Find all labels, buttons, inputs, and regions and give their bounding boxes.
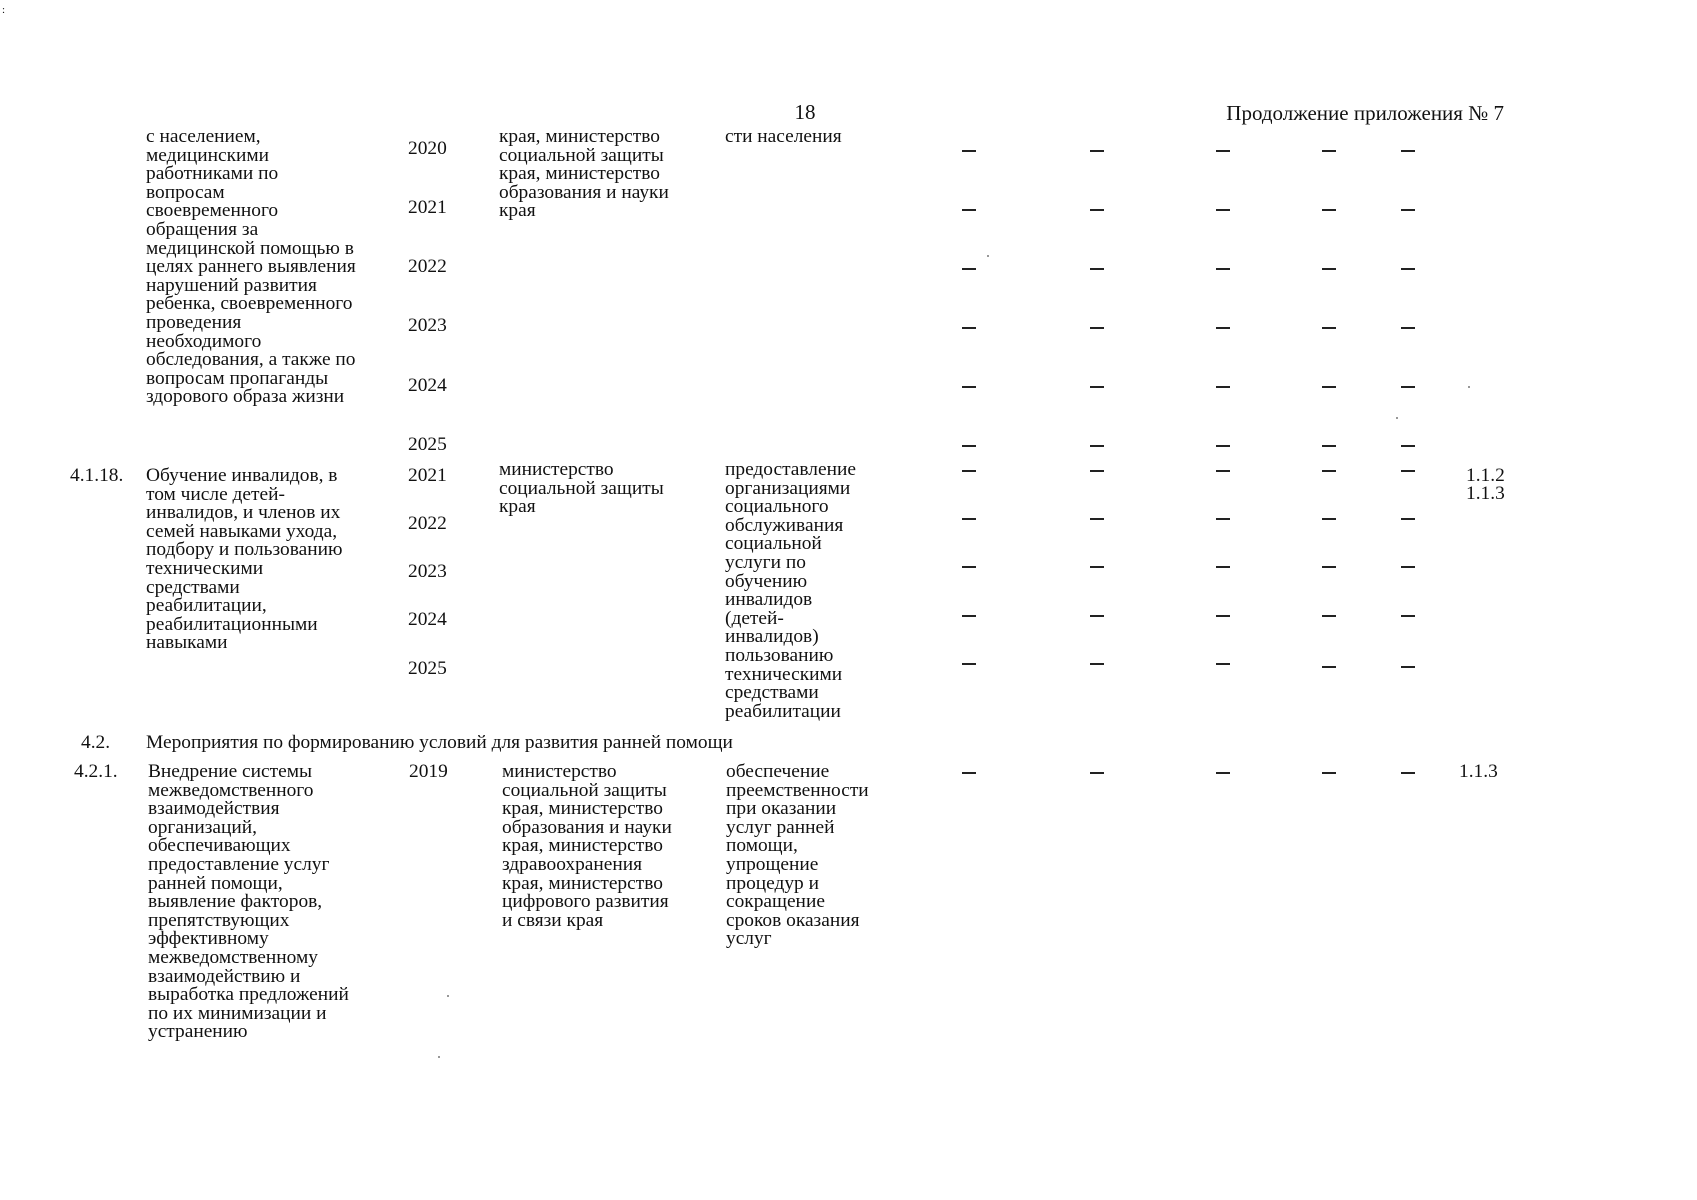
row-year: 2020 — [408, 138, 447, 159]
scan-speck — [1396, 417, 1398, 419]
row-executor: министерство социальной защиты края, министерство образования и науки края, министерство здравоохранения края, министерство цифрового развития и связи края — [502, 761, 672, 931]
empty-value-dash — [962, 150, 976, 152]
empty-value-dash — [1216, 470, 1230, 472]
empty-value-dash — [1322, 470, 1336, 472]
empty-value-dash — [1090, 386, 1104, 388]
empty-value-dash — [1216, 445, 1230, 447]
empty-value-dash — [962, 209, 976, 211]
empty-value-dash — [1090, 470, 1104, 472]
empty-value-dash — [1322, 386, 1336, 388]
row-year: 2025 — [408, 434, 447, 455]
empty-value-dash — [962, 445, 976, 447]
empty-value-dash — [1216, 209, 1230, 211]
empty-value-dash — [1090, 772, 1104, 774]
continuation-title: Продолжение приложения № 7 — [1226, 101, 1504, 125]
row-year: 2023 — [408, 315, 447, 336]
empty-value-dash — [1090, 615, 1104, 617]
empty-value-dash — [1090, 445, 1104, 447]
empty-value-dash — [1401, 327, 1415, 329]
empty-value-dash — [1090, 268, 1104, 270]
empty-value-dash — [1322, 209, 1336, 211]
row-result: предоставление организациями социального обслуживания социальной услуги по обучению инвалидов (детей- инвалидов) пользованию техническими средствами реабилитации — [725, 459, 856, 722]
empty-value-dash — [1322, 615, 1336, 617]
row-year: 2021 — [408, 197, 447, 218]
empty-value-dash — [1401, 470, 1415, 472]
empty-value-dash — [1401, 445, 1415, 447]
empty-value-dash — [1401, 772, 1415, 774]
row-year: 2022 — [408, 256, 447, 277]
empty-value-dash — [1090, 518, 1104, 520]
row-indicator: 1.1.2 — [1466, 465, 1505, 486]
empty-value-dash — [1090, 566, 1104, 568]
row-description: Обучение инвалидов, в том числе детей- инвалидов, и членов их семей навыками ухода, подбору и пользованию техническими средствами реабилитации, реабилитационными навыками — [146, 465, 343, 654]
empty-value-dash — [1322, 772, 1336, 774]
row-year: 2022 — [408, 513, 447, 534]
empty-value-dash — [1322, 518, 1336, 520]
scan-speck — [447, 995, 449, 997]
row-executor: края, министерство социальной защиты края, министерство образования и науки края — [499, 126, 669, 222]
row-year: 2019 — [409, 761, 448, 782]
row-year: 2024 — [408, 375, 447, 396]
empty-value-dash — [1216, 772, 1230, 774]
section-number: 4.2. — [81, 732, 111, 753]
empty-value-dash — [1401, 566, 1415, 568]
row-number: 4.2.1. — [74, 761, 118, 782]
row-year: 2023 — [408, 561, 447, 582]
empty-value-dash — [1216, 663, 1230, 665]
empty-value-dash — [1090, 150, 1104, 152]
empty-value-dash — [1401, 268, 1415, 270]
empty-value-dash — [962, 518, 976, 520]
empty-value-dash — [1216, 386, 1230, 388]
empty-value-dash — [1216, 268, 1230, 270]
empty-value-dash — [962, 386, 976, 388]
empty-value-dash — [1322, 327, 1336, 329]
empty-value-dash — [1090, 327, 1104, 329]
row-year: 2025 — [408, 658, 447, 679]
empty-value-dash — [962, 327, 976, 329]
row-result: обеспечение преемственности при оказании услуг ранней помощи, упрощение процедур и сокращение сроков оказания услуг — [726, 761, 869, 950]
empty-value-dash — [1401, 666, 1415, 668]
row-description: с населением, медицинскими работниками по вопросам своевременного обращения за медицинской помощью в целях раннего выявления нарушений развития ребенка, своевременного проведения необходимого обследования, а также по вопросам пропаганды здорового образа жизни — [146, 126, 356, 408]
scan-speck — [438, 1056, 440, 1058]
empty-value-dash — [1401, 150, 1415, 152]
empty-value-dash — [1401, 615, 1415, 617]
empty-value-dash — [962, 268, 976, 270]
empty-value-dash — [962, 772, 976, 774]
empty-value-dash — [1216, 327, 1230, 329]
row-year: 2021 — [408, 465, 447, 486]
empty-value-dash — [1401, 386, 1415, 388]
page-number: 18 — [794, 100, 816, 124]
row-indicator: 1.1.3 — [1459, 761, 1498, 782]
empty-value-dash — [962, 615, 976, 617]
empty-value-dash — [1322, 150, 1336, 152]
empty-value-dash — [1401, 209, 1415, 211]
empty-value-dash — [1090, 663, 1104, 665]
empty-value-dash — [962, 663, 976, 665]
empty-value-dash — [962, 470, 976, 472]
empty-value-dash — [1322, 445, 1336, 447]
empty-value-dash — [1216, 615, 1230, 617]
empty-value-dash — [1322, 666, 1336, 668]
empty-value-dash — [1216, 150, 1230, 152]
empty-value-dash — [1216, 518, 1230, 520]
scan-speck — [1468, 386, 1470, 388]
row-number: 4.1.18. — [70, 465, 124, 486]
row-executor: министерство социальной защиты края — [499, 459, 664, 518]
page-corner-mark: : — [2, 4, 6, 16]
empty-value-dash — [1322, 566, 1336, 568]
empty-value-dash — [1090, 209, 1104, 211]
empty-value-dash — [1216, 566, 1230, 568]
row-indicator: 1.1.3 — [1466, 483, 1505, 504]
scan-speck — [987, 255, 989, 257]
section-title: Мероприятия по формированию условий для развития ранней помощи — [146, 732, 733, 753]
row-result: сти населения — [725, 126, 842, 147]
empty-value-dash — [962, 566, 976, 568]
empty-value-dash — [1401, 518, 1415, 520]
row-description: Внедрение системы межведомственного взаимодействия организаций, обеспечивающих предоставление услуг ранней помощи, выявление факторов, препятствующих эффективному межведомственному взаимодействию и выработка предложений по их минимизации и устранению — [148, 761, 349, 1043]
row-year: 2024 — [408, 609, 447, 630]
empty-value-dash — [1322, 268, 1336, 270]
